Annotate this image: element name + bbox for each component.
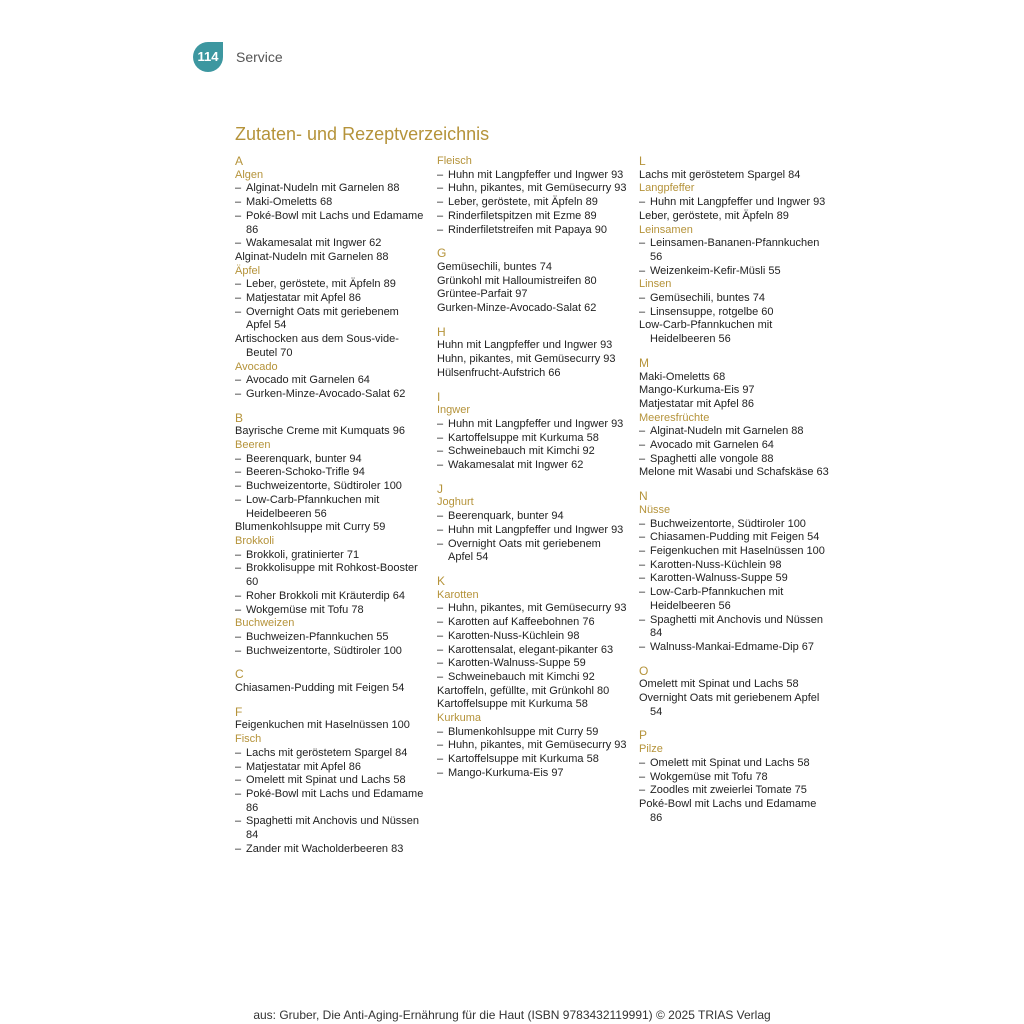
index-entry: Gemüsechili, buntes 74 (437, 260, 552, 273)
index-subentry: – Huhn, pikantes, mit Gemüsecurry 93 (437, 739, 627, 753)
index-subentry: – Alginat-Nudeln mit Garnelen 88 (639, 425, 829, 439)
index-category: Äpfel (235, 264, 261, 277)
index-letter: F (235, 704, 243, 719)
index-subentry: – Buchweizentorte, Südtiroler 100 (639, 518, 829, 532)
index-subentry: – Avocado mit Garnelen 64 (639, 439, 829, 453)
index-entry: Bayrische Creme mit Kumquats 96 (235, 425, 405, 438)
index-letter: B (235, 410, 244, 425)
index-subentry: – Kartoffelsuppe mit Kurkuma 58 (437, 432, 627, 446)
index-category: Linsen (639, 278, 672, 291)
index-subentry: – Maki-Omeletts 68 (235, 196, 425, 210)
index-category: Ingwer (437, 404, 471, 417)
index-subentry: – Wakamesalat mit Ingwer 62 (437, 459, 627, 473)
index-entry: Artischocken aus dem Sous-vide-Beutel 70 (235, 333, 399, 359)
index-subentry: – Gemüsechili, buntes 74 (639, 292, 829, 306)
index-category: Pilze (639, 743, 663, 756)
index-subentry: – Brokkolisuppe mit Rohkost-Booster 60 (235, 562, 425, 589)
index-subentry: – Matjestatar mit Apfel 86 (235, 761, 425, 775)
index-subentry: – Spaghetti alle vongole 88 (639, 453, 829, 467)
index-entry: Grüntee-Parfait 97 (437, 288, 528, 301)
index-subentry: – Buchweizentorte, Südtiroler 100 (235, 645, 425, 659)
index-entry: Alginat-Nudeln mit Garnelen 88 (235, 250, 389, 263)
index-category: Nüsse (639, 503, 671, 516)
index-category: Meeresfrüchte (639, 411, 710, 424)
index-category: Karotten (437, 588, 479, 601)
index-category: Fisch (235, 733, 262, 746)
index-subentry: – Blumenkohlsuppe mit Curry 59 (437, 726, 627, 740)
index-category: Fleisch (437, 155, 472, 167)
index-subentry: – Zander mit Wacholderbeeren 83 (235, 843, 425, 857)
index-subentry: – Leber, geröstete, mit Äpfeln 89 (235, 278, 425, 292)
index-subentry: – Buchweizentorte, Südtiroler 100 (235, 480, 425, 494)
index-subentry: – Leber, geröstete, mit Äpfeln 89 (437, 196, 627, 210)
index-entry: Melone mit Wasabi und Schafskäse 63 (639, 466, 829, 479)
index-entry: Gurken-Minze-Avocado-Salat 62 (437, 302, 597, 315)
index-subentry: – Low-Carb-Pfannkuchen mit Heidelbeeren 56 (235, 494, 425, 521)
index-letter: A (235, 154, 244, 168)
index-subentry: – Gurken-Minze-Avocado-Salat 62 (235, 388, 425, 402)
index-entry: Blumenkohlsuppe mit Curry 59 (235, 521, 386, 534)
index-subentry: – Matjestatar mit Apfel 86 (235, 292, 425, 306)
index-letter: M (639, 355, 649, 370)
section-label: Service (236, 49, 283, 65)
index-subentry: – Beeren-Schoko-Trifle 94 (235, 466, 425, 480)
index-letter: O (639, 663, 649, 678)
index-category: Leinsamen (639, 223, 693, 236)
index-subentry: – Alginat-Nudeln mit Garnelen 88 (235, 182, 425, 196)
index-subentry: – Huhn, pikantes, mit Gemüsecurry 93 (437, 602, 627, 616)
index-entry: Chiasamen-Pudding mit Feigen 54 (235, 682, 405, 695)
index-subentry: – Overnight Oats mit geriebenem Apfel 54 (235, 306, 425, 333)
index-subentry: – Karotten-Nuss-Küchlein 98 (639, 559, 829, 573)
index-subentry: – Chiasamen-Pudding mit Feigen 54 (639, 531, 829, 545)
index-category: Brokkoli (235, 534, 275, 547)
index-category: Langpfeffer (639, 182, 695, 195)
index-subentry: – Huhn mit Langpfeffer und Ingwer 93 (639, 196, 829, 210)
index-entry: Lachs mit geröstetem Spargel 84 (639, 168, 801, 181)
index-subentry: – Karotten auf Kaffeebohnen 76 (437, 616, 627, 630)
index-entry: Hülsenfrucht-Aufstrich 66 (437, 366, 561, 379)
index-subentry: – Kartoffelsuppe mit Kurkuma 58 (437, 753, 627, 767)
index-subentry: – Karotten-Nuss-Küchlein 98 (437, 630, 627, 644)
index-entry: Kartoffelsuppe mit Kurkuma 58 (437, 698, 588, 711)
index-entry: Huhn, pikantes, mit Gemüsecurry 93 (437, 353, 616, 366)
index-subentry: – Spaghetti mit Anchovis und Nüssen 84 (235, 815, 425, 842)
index-subentry: – Rinderfiletstreifen mit Papaya 90 (437, 224, 627, 238)
index-subentry: – Leinsamen-Bananen-Pfannkuchen 56 (639, 237, 829, 264)
index-letter: I (437, 389, 441, 404)
index-category: Buchweizen (235, 617, 295, 630)
index-subentry: – Karotten-Walnuss-Suppe 59 (437, 657, 627, 671)
index-subentry: – Avocado mit Garnelen 64 (235, 374, 425, 388)
index-column-3 (639, 155, 829, 825)
index-subentry: – Poké-Bowl mit Lachs und Edamame 86 (235, 788, 425, 815)
index-entry: Maki-Omeletts 68 (639, 370, 726, 383)
index-entry: Kartoffeln, gefüllte, mit Grünkohl 80 (437, 684, 610, 697)
index-subentry: – Low-Carb-Pfannkuchen mit Heidelbeeren 56 (639, 586, 829, 613)
index-subentry: – Omelett mit Spinat und Lachs 58 (639, 757, 829, 771)
index-subentry: – Roher Brokkoli mit Kräuterdip 64 (235, 590, 425, 604)
index-letter: P (639, 728, 648, 743)
index-category: Kurkuma (437, 712, 482, 725)
index-subentry: – Karottensalat, elegant-pikanter 63 (437, 644, 627, 658)
index-subentry: – Omelett mit Spinat und Lachs 58 (235, 774, 425, 788)
index-subentry: – Buchweizen-Pfannkuchen 55 (235, 631, 425, 645)
index-subentry: – Huhn, pikantes, mit Gemüsecurry 93 (437, 182, 627, 196)
index-subentry: – Wakamesalat mit Ingwer 62 (235, 237, 425, 251)
index-subentry: – Feigenkuchen mit Haselnüssen 100 (639, 545, 829, 559)
index-entry: Matjestatar mit Apfel 86 (639, 397, 754, 410)
index-letter: L (639, 154, 646, 168)
index-category: Joghurt (437, 496, 474, 509)
index-subentry: – Zoodles mit zweierlei Tomate 75 (639, 784, 829, 798)
index-entry: Huhn mit Langpfeffer und Ingwer 93 (437, 339, 613, 352)
index-subentry: – Brokkoli, gratinierter 71 (235, 549, 425, 563)
index-subentry: – Schweinebauch mit Kimchi 92 (437, 671, 627, 685)
page-number-badge: 114 (193, 42, 223, 72)
footer-citation: aus: Gruber, Die Anti-Aging-Ernährung für die Haut (ISBN 9783432119991) © 2025 TRIAS Verlag (253, 1008, 771, 1022)
index-subentry: – Overnight Oats mit geriebenem Apfel 54 (437, 538, 627, 565)
index-letter: H (437, 324, 446, 339)
index-letter: N (639, 489, 648, 504)
index-subentry: – Lachs mit geröstetem Spargel 84 (235, 747, 425, 761)
index-letter: K (437, 573, 446, 588)
index-subentry: – Karotten-Walnuss-Suppe 59 (639, 572, 829, 586)
index-entry: Low-Carb-Pfannkuchen mit Heidelbeeren 56 (639, 319, 773, 346)
index-column-1 (235, 155, 425, 856)
index-subentry: – Wokgemüse mit Tofu 78 (639, 771, 829, 785)
index-subentry: – Huhn mit Langpfeffer und Ingwer 93 (437, 418, 627, 432)
index-category: Algen (235, 168, 264, 181)
index-subentry: – Beerenquark, bunter 94 (437, 510, 627, 524)
index-subentry: – Beerenquark, bunter 94 (235, 453, 425, 467)
index-category: Beeren (235, 439, 271, 452)
index-entry: Grünkohl mit Halloumistreifen 80 (437, 274, 597, 287)
index-title: Zutaten- und Rezeptverzeichnis (235, 124, 490, 144)
index-category: Avocado (235, 360, 278, 373)
index-letter: C (235, 667, 244, 682)
index-subentry: – Schweinebauch mit Kimchi 92 (437, 445, 627, 459)
index-subentry: – Linsensuppe, rotgelbe 60 (639, 306, 829, 320)
index-entry: Leber, geröstete, mit Äpfeln 89 (639, 209, 789, 222)
index-subentry: – Spaghetti mit Anchovis und Nüssen 84 (639, 614, 829, 641)
index-entry: Mango-Kurkuma-Eis 97 (639, 384, 755, 397)
index-letter: J (437, 481, 443, 496)
index-column-2 (437, 155, 627, 781)
index-entry: Overnight Oats mit geriebenem Apfel 54 (639, 692, 820, 718)
index-subentry: – Wokgemüse mit Tofu 78 (235, 604, 425, 618)
index-letter: G (437, 246, 447, 261)
index-subentry: – Mango-Kurkuma-Eis 97 (437, 767, 627, 781)
index-subentry: – Rinderfiletspitzen mit Ezme 89 (437, 210, 627, 224)
index-entry: Omelett mit Spinat und Lachs 58 (639, 678, 799, 691)
index-subentry: – Weizenkeim-Kefir-Müsli 55 (639, 265, 829, 279)
index-entry: Poké-Bowl mit Lachs und Edamame 86 (639, 797, 817, 824)
index-subentry: – Huhn mit Langpfeffer und Ingwer 93 (437, 524, 627, 538)
index-subentry: – Poké-Bowl mit Lachs und Edamame 86 (235, 210, 425, 237)
index-subentry: – Walnuss-Mankai-Edmame-Dip 67 (639, 641, 829, 655)
index-subentry: – Huhn mit Langpfeffer und Ingwer 93 (437, 169, 627, 183)
index-entry: Feigenkuchen mit Haselnüssen 100 (235, 719, 410, 732)
